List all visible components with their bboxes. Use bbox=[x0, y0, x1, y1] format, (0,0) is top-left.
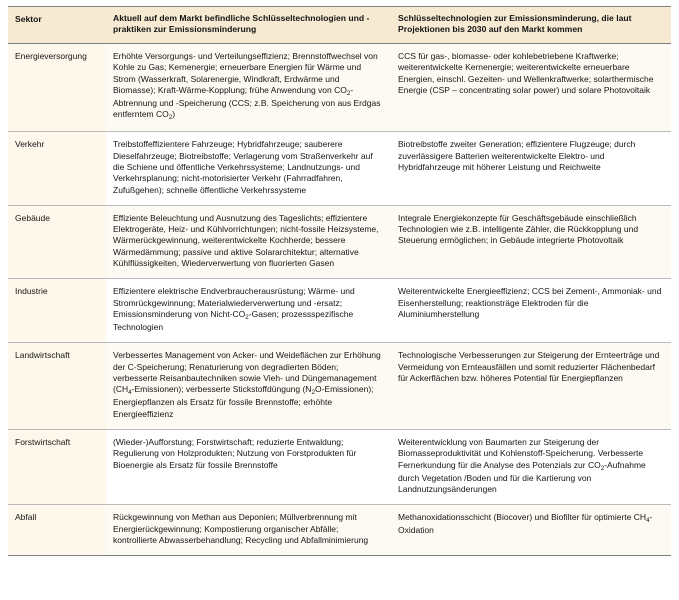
table-body bbox=[8, 44, 671, 556]
cell-current-technologies: Treibstoffeffizientere Fahrzeuge; Hybridfahrzeuge; sauberere Dieselfahrzeuge; Biotreibstoffe; Verlagerung vom Straßenverkehr auf die Schiene und öffentliche Verkehrssysteme; Landnutzungs- und Verkehrsplanung; nicht-motorisierter Verkehr (Fahrradfahren, Zufußgehen); schnelle öffentliche Verkehrssysteme bbox=[106, 132, 391, 205]
table-row bbox=[8, 44, 671, 132]
cell-current-technologies: Erhöhte Versorgungs- und Verteilungseffizienz; Brennstoffwechsel von Kohle zu Gas; Kernenergie; erneuerbare Energien für Wärme und Strom (Wasserkraft, Solarenergie, Windkraft, Erdwärme und Biomasse); Kraft-Wärme-Kopplung; frühe Anwendung von $CO_2$-Abtrennung und -Speicherung (CCS; z.B. Speicherung von aus Erdgas entferntem $CO_2$) bbox=[106, 44, 391, 132]
cell-current-technologies: Rückgewinnung von Methan aus Deponien; Müllverbrennung mit Energierückgewinnung; Kompostierung organischer Abfälle; kontrollierte Abwasserbehandlung; Recycling und Abfallminimierung bbox=[106, 505, 391, 556]
cell-future-technologies: Methanoxidationsschicht (Biocover) und Biofilter für optimierte $CH_4$-Oxidation bbox=[391, 505, 671, 556]
cell-sector: Landwirtschaft bbox=[8, 343, 106, 430]
table-row bbox=[8, 132, 671, 205]
cell-current-technologies: Effiziente Beleuchtung und Ausnutzung des Tageslichts; effizientere Elektrogeräte, Heiz- und Kühlvorrichtungen; nicht-fossile Heizsysteme, Wärmerückgewinnung, weiterentwickelte Kochherde; bessere Wärmedämmung; passive und aktive Solararchitektur; alternative Kühlflüssigkeiten, Wiederverwertung von fluorierten Gasen bbox=[106, 205, 391, 278]
table-row bbox=[8, 205, 671, 278]
table-row bbox=[8, 343, 671, 430]
column-header-future-technologies: Schlüsseltechnologien zur Emissionsminderung, die laut Projektionen bis 2030 auf den Markt kommen bbox=[391, 7, 671, 44]
cell-sector: Industrie bbox=[8, 279, 106, 343]
cell-future-technologies: Technologische Verbesserungen zur Steigerung der Ernteerträge und Vermeidung von Ernteausfällen und somit reduzierter Flächenbedarf für Ackerflächen bzw. höheres Potential für Energiepflanzen bbox=[391, 343, 671, 430]
table-row bbox=[8, 429, 671, 504]
cell-sector: Forstwirtschaft bbox=[8, 429, 106, 504]
column-header-sector: Sektor bbox=[8, 7, 106, 44]
cell-current-technologies: Verbessertes Management von Acker- und Weideflächen zur Erhöhung der C-Speicherung; Renaturierung von degradierten Böden; verbesserte Reisanbautechniken sowie Vieh- und Düngemanagement $(CH_4-Emissionen)$; verbesserte Stickstoffdüngung $(N_2O-Emissionen)$; Energiepflanzen als Ersatz für fossile Brennstoffe; erhöhte Energieeffizienz bbox=[106, 343, 391, 430]
table-row bbox=[8, 505, 671, 556]
cell-current-technologies: Effizientere elektrische Endverbraucherausrüstung; Wärme- und Stromrückgewinnung; Materialwiederverwertung und -ersatz; Emissionsminderung von Nicht-$CO_2$-Gasen; prozessspezifische Technologien bbox=[106, 279, 391, 343]
column-header-current-technologies: Aktuell auf dem Markt befindliche Schlüsseltechnologien und -praktiken zur Emissionsminderung bbox=[106, 7, 391, 44]
cell-future-technologies: Weiterentwicklung von Baumarten zur Steigerung der Biomasseproduktivität und Kohlenstoff-Speicherung. Verbesserte Fernerkundung für die Analyse des Potenzials zur $CO_2$-Aufnahme durch Vegetation /Boden und für die Kartierung von Landnutzungsänderungen bbox=[391, 429, 671, 504]
table-header-row bbox=[8, 7, 671, 44]
cell-sector: Gebäude bbox=[8, 205, 106, 278]
cell-future-technologies: CCS für gas-, biomasse- oder kohlebetriebene Kraftwerke; weiterentwickelte Kernenergie; weiterentwickelte erneuerbare Energien, einschl. Gezeiten- und Wellenkraftwerke; solarthermische Energie (CSP – concentrating solar power) und solare Photovoltaik bbox=[391, 44, 671, 132]
mitigation-technologies-table bbox=[8, 6, 671, 556]
cell-sector: Energieversorgung bbox=[8, 44, 106, 132]
cell-future-technologies: Biotreibstoffe zweiter Generation; effizientere Flugzeuge; durch zuverlässigere Batterien weiterentwickelte Elektro- und Hybridfahrzeuge mit höherer Leistung und Reichweite bbox=[391, 132, 671, 205]
cell-sector: Verkehr bbox=[8, 132, 106, 205]
cell-future-technologies: Weiterentwickelte Energieeffizienz; CCS bei Zement-, Ammoniak- und Eisenherstellung; reaktionsträge Elektroden für die Aluminiumherstellung bbox=[391, 279, 671, 343]
cell-sector: Abfall bbox=[8, 505, 106, 556]
cell-current-technologies: (Wieder-)Aufforstung; Forstwirtschaft; reduzierte Entwaldung; Regulierung von Holzprodukten; Nutzung von Forstprodukten für Bioenergie als Ersatz für fossile Brennstoffe bbox=[106, 429, 391, 504]
cell-future-technologies: Integrale Energiekonzepte für Geschäftsgebäude einschließlich Technologien wie z.B. intelligente Zähler, die Rückkopplung und Steuerung ermöglichen; in Gebäude integrierte Photovoltaik bbox=[391, 205, 671, 278]
table-row bbox=[8, 279, 671, 343]
table-header bbox=[8, 7, 671, 44]
